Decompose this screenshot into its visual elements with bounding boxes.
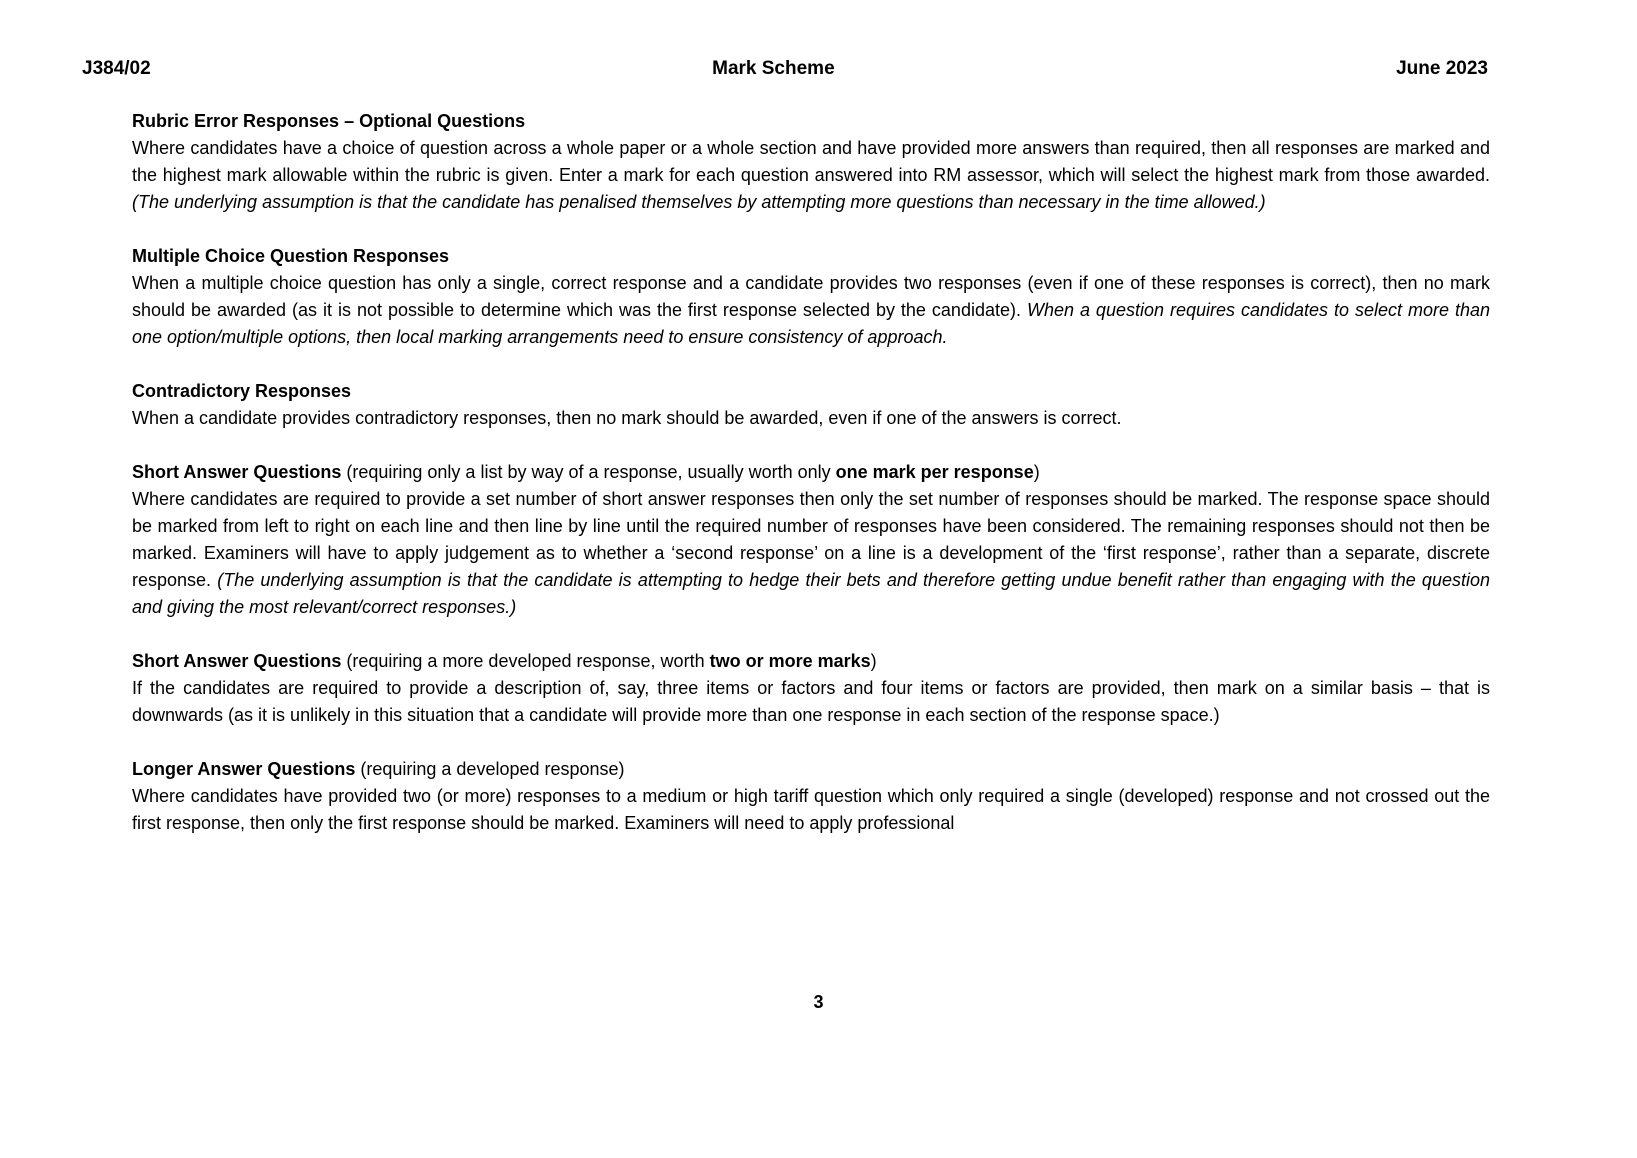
document-section: [132, 756, 1490, 837]
document-section: [132, 648, 1490, 729]
document-code: J384/02: [82, 58, 151, 79]
section-heading-text: ): [870, 651, 877, 671]
document-title: Mark Scheme: [712, 58, 835, 79]
section-body: [132, 783, 1490, 837]
section-body-text: (The underlying assumption is that the candidate is attempting to hedge their bets and therefore getting undue benefit rather than engaging with the question and giving the most relevant/correct responses.): [132, 570, 1490, 617]
section-heading-text: Longer Answer Questions: [132, 759, 356, 779]
section-body-text: Where candidates are required to provide a set number of short answer responses then only the set number of responses should be marked. The response space should be marked from left to right on each line and then line by line until the required number of responses have been considered. The remaining responses should not then be marked. Examiners will have to apply judgement as to whether a ‘second response’ on a line is a development of the ‘first response’, rather than a separate, discrete response.: [132, 489, 1490, 590]
page-footer: [0, 992, 1637, 1013]
section-body-text: If the candidates are required to provide a description of, say, three items or factors and four items or factors are provided, then mark on a similar basis – that is downwards (as it is unlikely in this situation that a candidate will provide more than one response in each section of the response space.): [132, 678, 1490, 725]
section-heading: [132, 648, 1490, 675]
document-section: [132, 108, 1490, 216]
section-heading: [132, 459, 1490, 486]
section-heading-text: Short Answer Questions: [132, 651, 342, 671]
section-body: [132, 135, 1490, 216]
section-body-text: Where candidates have a choice of question across a whole paper or a whole section and have provided more answers than required, then all responses are marked and the highest mark allowable within the rubric is given. Enter a mark for each question answered into RM assessor, which will select the highest mark from those awarded.: [132, 138, 1490, 185]
section-body: [132, 270, 1490, 351]
section-heading-text: (requiring a more developed response, worth: [341, 651, 710, 671]
section-body-text: When a question requires candidates to select more than one option/multiple options, then local marking arrangements need to ensure consistency of approach.: [132, 300, 1490, 347]
document-section: [132, 243, 1490, 351]
document-date: June 2023: [1396, 58, 1488, 79]
section-heading-text: Rubric Error Responses – Optional Questions: [132, 111, 526, 131]
section-heading-text: Short Answer Questions: [132, 462, 342, 482]
section-heading-text: one mark per response: [835, 462, 1034, 482]
section-heading: [132, 378, 1490, 405]
document-content: [132, 108, 1490, 837]
document-section: [132, 459, 1490, 621]
section-heading: [132, 756, 1490, 783]
section-body-text: Where candidates have provided two (or more) responses to a medium or high tariff question which only required a single (developed) response and not crossed out the first response, then only the first response should be marked. Examiners will need to apply professional: [132, 786, 1490, 833]
page-number: 3: [813, 992, 824, 1012]
section-heading: [132, 243, 1490, 270]
section-heading-text: (requiring only a list by way of a response, usually worth only: [341, 462, 836, 482]
section-heading-text: Multiple Choice Question Responses: [132, 246, 450, 266]
page-header: [0, 0, 1637, 80]
section-body: [132, 675, 1490, 729]
section-heading-text: (requiring a developed response): [355, 759, 625, 779]
section-body-text: (The underlying assumption is that the candidate has penalised themselves by attempting more questions than necessary in the time allowed.): [132, 192, 1266, 212]
section-heading-text: ): [1033, 462, 1040, 482]
section-body: [132, 486, 1490, 621]
section-body-text: When a candidate provides contradictory responses, then no mark should be awarded, even if one of the answers is correct.: [132, 408, 1122, 428]
document-section: [132, 378, 1490, 432]
section-body: [132, 405, 1490, 432]
section-heading-text: Contradictory Responses: [132, 381, 352, 401]
section-body-text: When a multiple choice question has only a single, correct response and a candidate provides two responses (even if one of these responses is correct), then no mark should be awarded (as it is not possible to determine which was the first response selected by the candidate).: [132, 273, 1490, 320]
section-heading-text: two or more marks: [709, 651, 871, 671]
section-heading: [132, 108, 1490, 135]
